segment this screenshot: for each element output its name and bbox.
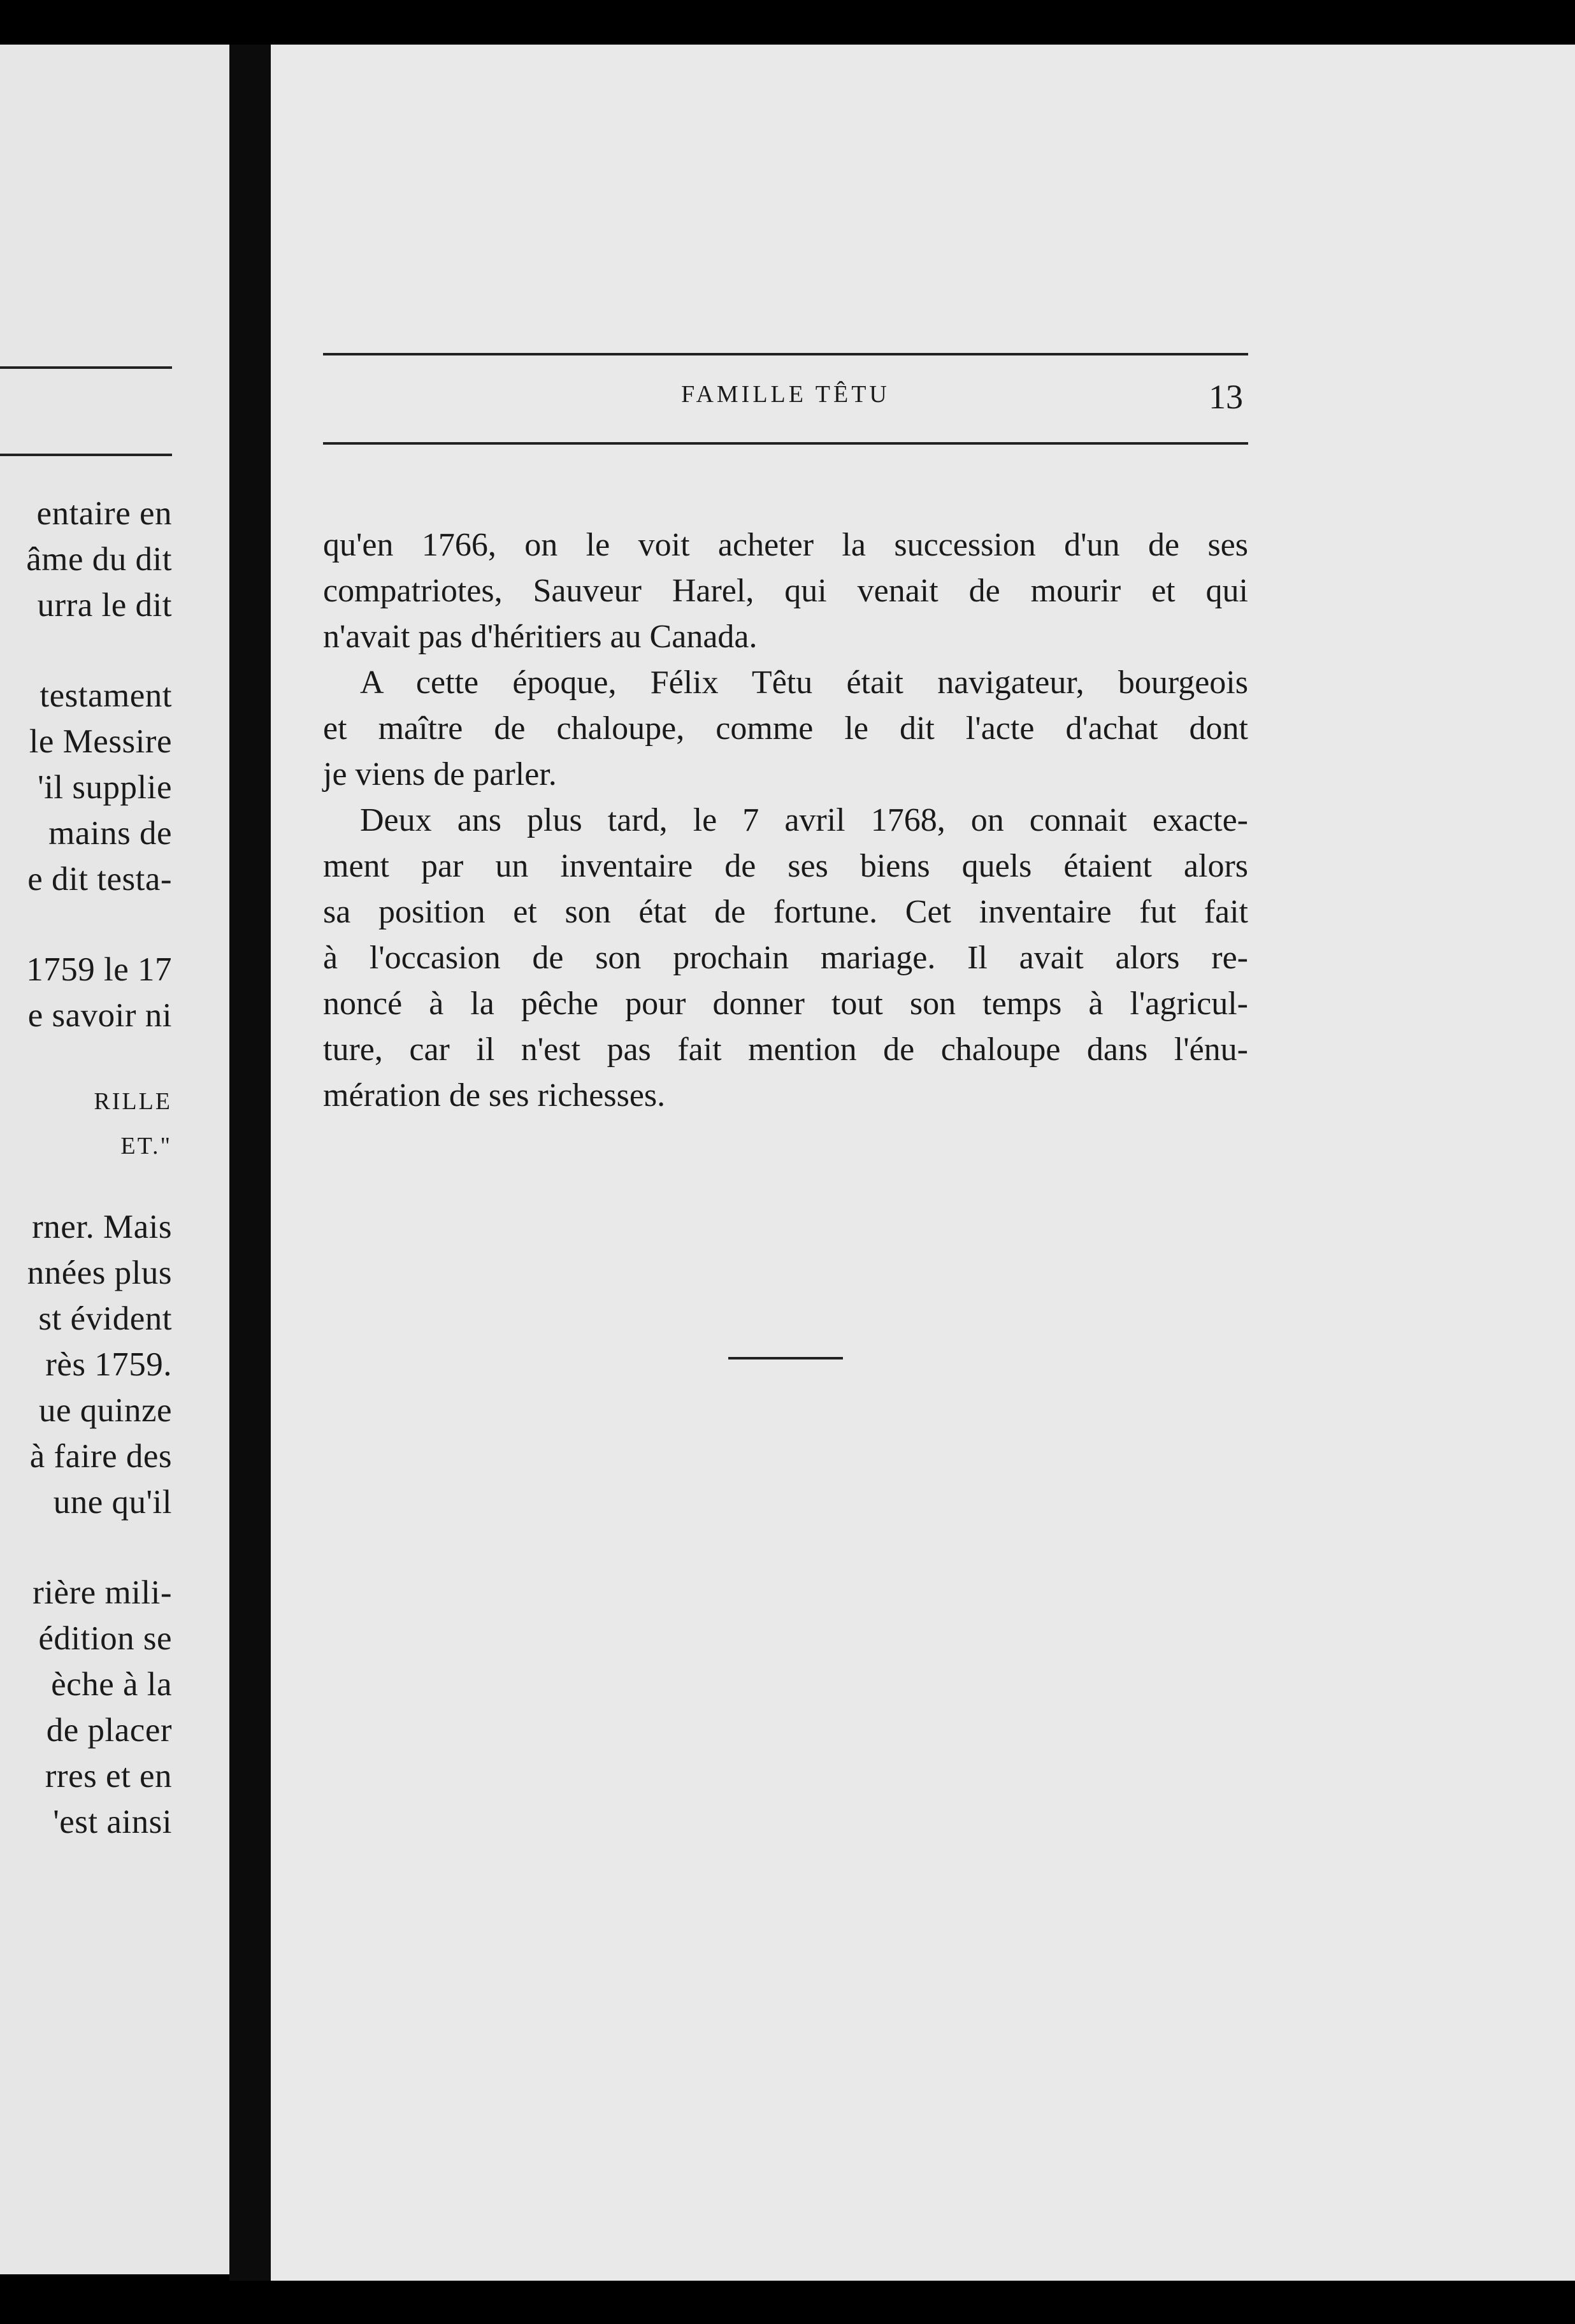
paragraph [323, 798, 1248, 1119]
text-line: qu'en 1766, on le voit acheter la succession d'un de ses [323, 527, 1248, 563]
left-header-rule [0, 454, 172, 456]
header-rule-top [323, 353, 1248, 355]
left-text-line: âme du dit [26, 541, 172, 578]
page-number: 13 [1209, 378, 1243, 416]
header-rule-bottom [323, 442, 1248, 445]
left-text-line: 'est ainsi [53, 1804, 172, 1840]
left-text-line: 1759 le 17 [26, 951, 172, 988]
left-text-line: rner. Mais [32, 1209, 172, 1245]
left-text-line: e savoir ni [27, 997, 172, 1034]
left-heading-line: RILLE [94, 1088, 172, 1115]
running-title: FAMILLE TÊTU [681, 381, 890, 408]
book-page [271, 45, 1575, 2281]
left-text-line: à faire des [29, 1438, 172, 1475]
end-of-text-rule [728, 1357, 843, 1359]
left-text-line: le Messire [29, 723, 172, 760]
paragraph [323, 660, 1248, 798]
left-text-line: mains de [48, 815, 172, 852]
text-line: ture, car il n'est pas fait mention de chaloupe dans l'énu- [323, 1031, 1248, 1068]
text-line: Deux ans plus tard, le 7 avril 1768, on connait exacte- [360, 802, 1248, 838]
left-text-line: rres et en [45, 1758, 172, 1795]
left-text-line: ue quinze [38, 1392, 172, 1429]
left-text-line: urra le dit [37, 587, 172, 624]
left-text-line: testament [40, 677, 172, 714]
book-gutter [229, 45, 271, 2281]
left-text-line: rière mili- [32, 1574, 172, 1611]
paragraph [323, 522, 1248, 660]
left-text-line: entaire en [36, 495, 172, 532]
text-line: ment par un inventaire de ses biens quels étaient alors [323, 848, 1248, 884]
left-text-line: èche à la [51, 1666, 172, 1703]
text-line: sa position et son état de fortune. Cet inventaire fut fait [323, 894, 1248, 930]
body-text [323, 522, 1248, 1119]
left-heading-line: ET." [120, 1133, 172, 1159]
text-line: mération de ses richesses. [323, 1077, 666, 1114]
left-text-line: e dit testa- [27, 861, 172, 898]
text-line: noncé à la pêche pour donner tout son temps à l'agricul- [323, 986, 1248, 1022]
left-text-line: une qu'il [53, 1484, 172, 1521]
text-line: compatriotes, Sauveur Harel, qui venait de mourir et qui [323, 573, 1248, 609]
left-page-fragment [0, 45, 229, 2274]
left-text-line: rès 1759. [45, 1346, 172, 1383]
left-text-line: st évident [38, 1300, 172, 1337]
text-line: A cette époque, Félix Têtu était navigateur, bourgeois [360, 664, 1248, 701]
text-line: je viens de parler. [323, 756, 557, 793]
text-line: à l'occasion de son prochain mariage. Il avait alors re- [323, 940, 1248, 976]
left-text-line: nnées plus [27, 1254, 172, 1291]
left-text-line: édition se [38, 1620, 172, 1657]
left-text-line: de placer [46, 1712, 172, 1749]
text-line: et maître de chaloupe, comme le dit l'acte d'achat dont [323, 710, 1248, 747]
left-text-line: 'il supplie [38, 769, 172, 806]
left-header-rule [0, 366, 172, 369]
text-line: n'avait pas d'héritiers au Canada. [323, 619, 758, 655]
